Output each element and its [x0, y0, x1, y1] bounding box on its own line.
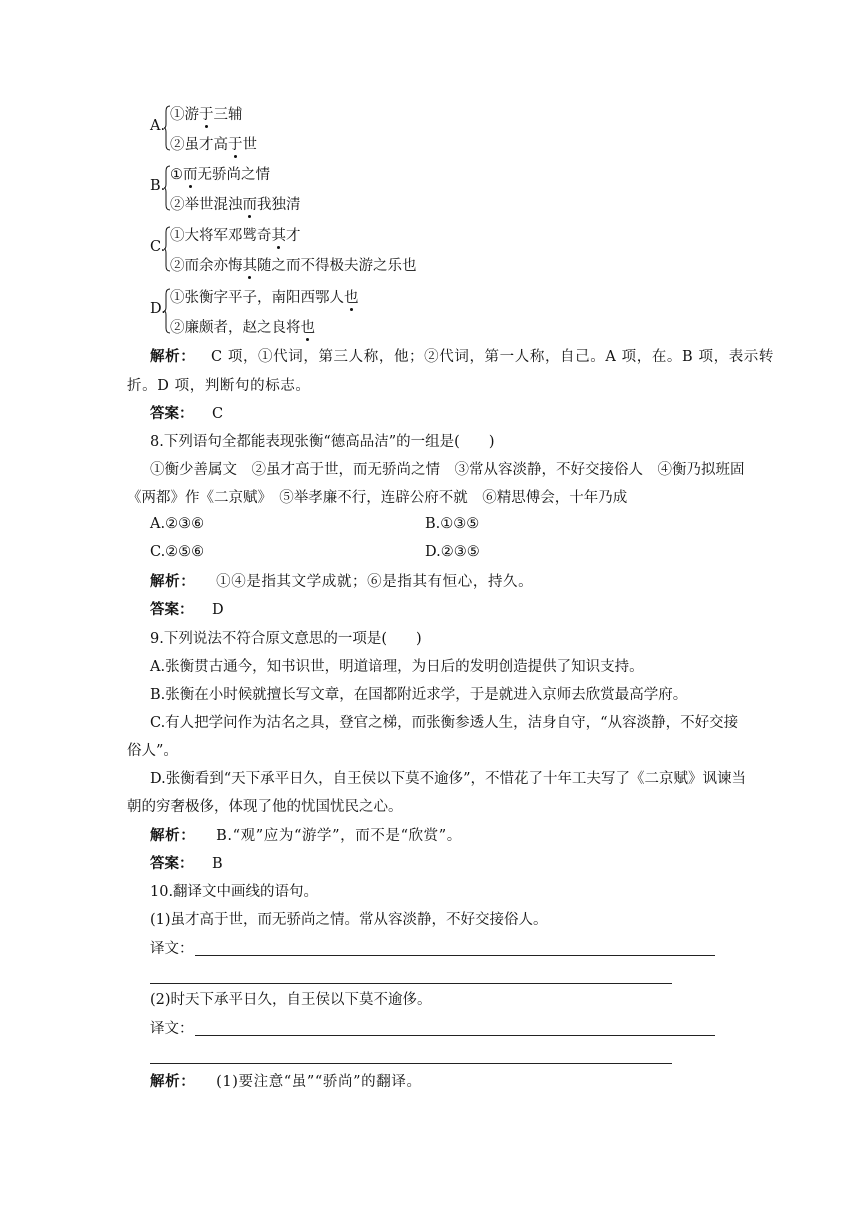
q8-items-cont: 《两都》作《二京赋》 ⑤举孝廉不行，连辟公府不就 ⑥精思傅会，十年乃成	[127, 490, 628, 506]
q8-option-a: A.②③⑥	[150, 516, 205, 532]
option-item-2: ②举世混浊而我独清	[170, 193, 301, 214]
answer-label: 答案：	[150, 405, 194, 422]
option-item-1: ①而无骄尚之情	[170, 163, 270, 184]
translation-blank-1a[interactable]	[195, 955, 715, 956]
translation-blank-2b[interactable]	[150, 1063, 672, 1064]
q8-answer: 答案： D	[150, 601, 224, 618]
q7-option-d	[150, 286, 570, 336]
translation-blank-1b[interactable]	[150, 983, 672, 984]
q8-question: 8.下列语句全都能表现张衡“德高品洁”的一组是( )	[150, 434, 495, 450]
explanation-label: 解析：	[150, 348, 196, 365]
q9-option-c-cont: 俗人”。	[127, 743, 178, 759]
q9-question: 9.下列说法不符合原文意思的一项是( )	[150, 631, 422, 647]
q9-option-c: C.有人把学问作为沽名之具，登官之梯，而张衡参透人生，洁身自守，“从容淡静，不好交接	[150, 715, 739, 731]
option-item-2: ②虽才高于世	[170, 133, 257, 154]
q9-answer: 答案： B	[150, 855, 223, 872]
q9-option-b: B.张衡在小时候就擅长写文章，在国都附近求学，于是就进入京师去欣赏最高学府。	[150, 687, 688, 703]
q7-answer: 答案： C	[150, 405, 224, 422]
q7-option-a	[150, 103, 570, 153]
option-item-1: ①张衡字平子，南阳西鄂人也	[170, 286, 359, 307]
option-label: B.	[150, 178, 166, 194]
q9-explanation: 解析： B.“观”应为“游学”，而不是“欣赏”。	[150, 827, 462, 844]
q8-option-b: B.①③⑤	[425, 516, 480, 532]
explanation-label: 解析：	[150, 573, 196, 590]
q9-option-d: D.张衡看到“天下承平日久，自王侯以下莫不逾侈”，不惜花了十年工夫写了《二京赋》讽谏当	[150, 771, 747, 787]
q10-sub-2: (2)时天下承平日久，自王侯以下莫不逾侈。	[150, 992, 432, 1008]
translation-label-1: 译文：	[150, 941, 194, 957]
answer-label: 答案：	[150, 855, 194, 872]
q8-items: ①衡少善属文 ②虽才高于世，而无骄尚之情 ③常从容淡静，不好交接俗人 ④衡乃拟班固	[150, 462, 745, 478]
q7-explanation-cont: 折。D 项，判断句的标志。	[127, 378, 311, 394]
q10-sub-1: (1)虽才高于世，而无骄尚之情。常从容淡静，不好交接俗人。	[150, 912, 548, 928]
q7-explanation: 解析： C 项，①代词，第三人称，他；②代词，第一人称，自己。A 项，在。B 项，表示转	[150, 348, 774, 365]
option-item-1: ①大将军邓骘奇其才	[170, 224, 301, 245]
q10-question: 10.翻译文中画线的语句。	[150, 884, 319, 900]
explanation-label: 解析：	[150, 827, 196, 844]
q9-option-d-cont: 朝的穷奢极侈，体现了他的忧国忧民之心。	[127, 799, 403, 815]
option-label: D.	[150, 301, 166, 317]
explanation-label: 解析：	[150, 1073, 196, 1090]
answer-label: 答案：	[150, 601, 194, 618]
q9-option-a: A.张衡贯古通今，知书识世，明道谙理，为日后的发明创造提供了知识支持。	[150, 659, 644, 675]
q8-option-c: C.②⑤⑥	[150, 544, 205, 560]
translation-label-2: 译文：	[150, 1021, 194, 1037]
translation-blank-2a[interactable]	[195, 1035, 715, 1036]
option-label: C.	[150, 239, 166, 255]
q8-option-d: D.②③⑤	[425, 544, 480, 560]
option-item-2: ②而余亦悔其随之而不得极夫游之乐也	[170, 254, 417, 275]
option-label: A.	[150, 118, 166, 134]
option-item-1: ①游于三辅	[170, 103, 243, 124]
q7-option-b	[150, 163, 570, 213]
q10-explanation: 解析： (1)要注意“虽”“骄尚”的翻译。	[150, 1073, 422, 1090]
q8-explanation: 解析： ①④是指其文学成就；⑥是指其有恒心，持久。	[150, 573, 534, 590]
option-item-2: ②廉颇者，赵之良将也	[170, 316, 315, 337]
q7-option-c	[150, 224, 570, 274]
